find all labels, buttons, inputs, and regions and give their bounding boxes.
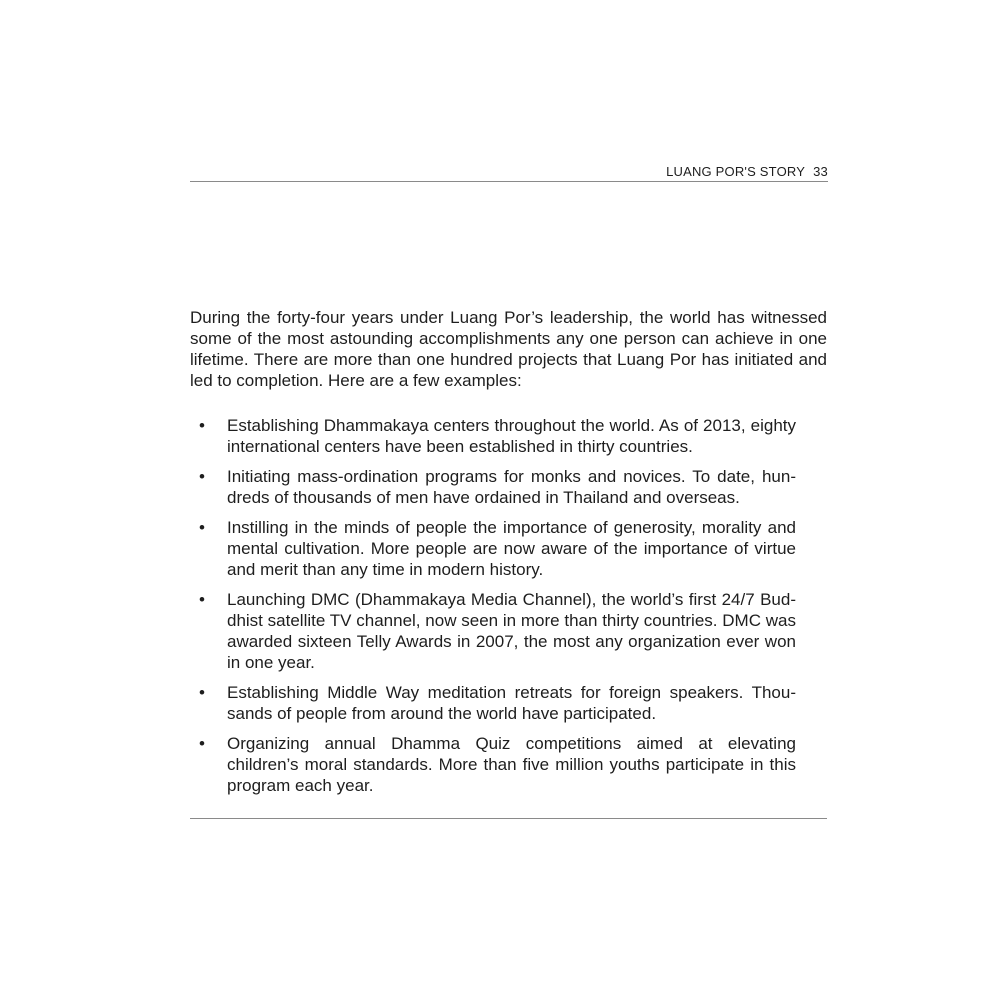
list-item [190,466,827,508]
running-head [190,164,828,182]
list-item-text: Organizing annual Dhamma Quiz competitions aimed at elevating children’s moral standards. More than five million youths participate in this program each year. [227,734,796,795]
intro-paragraph: During the forty-four years under Luang Por’s leadership, the world has witnessed some of the most astounding accomplishments any one person can achieve in one lifetime. There are more than one hundred projects that Luang Por has initiated and led to completion. Here are a few examples: [190,308,827,390]
page-number: 33 [813,164,828,179]
list-item [190,415,827,457]
list-item-text: Instilling in the minds of people the importance of generosity, morality and mental cultivation. More people are now aware of the importance of virtue and merit than any time in modern history. [227,518,796,579]
page-body [190,307,827,805]
bullet-marker: • [199,416,205,435]
bullet-marker: • [199,467,205,486]
bottom-divider [190,818,827,819]
list-item-text: Initiating mass-ordination programs for monks and novices. To date, hundreds of thousands of men have ordained in Thailand and overseas. [227,467,796,507]
list-item [190,733,827,796]
list-item-text: Establishing Middle Way meditation retreats for foreign speakers. Thousands of people from around the world have participated. [227,683,796,723]
list-item-text: Establishing Dhammakaya centers throughout the world. As of 2013, eighty international centers have been established in thirty countries. [227,416,796,456]
running-head-title: LUANG POR'S STORY [666,164,806,179]
list-item-text: Launching DMC (Dhammakaya Media Channel), the world’s first 24/7 Buddhist satellite TV channel, now seen in more than thirty countries. DMC was awarded sixteen Telly Awards in 2007, the most any organization ever won in one year. [227,590,796,672]
bullet-marker: • [199,734,205,753]
list-item [190,517,827,580]
bullet-list [190,415,827,796]
list-item [190,682,827,724]
list-item [190,589,827,673]
bullet-marker: • [199,518,205,537]
bullet-marker: • [199,590,205,609]
bullet-marker: • [199,683,205,702]
